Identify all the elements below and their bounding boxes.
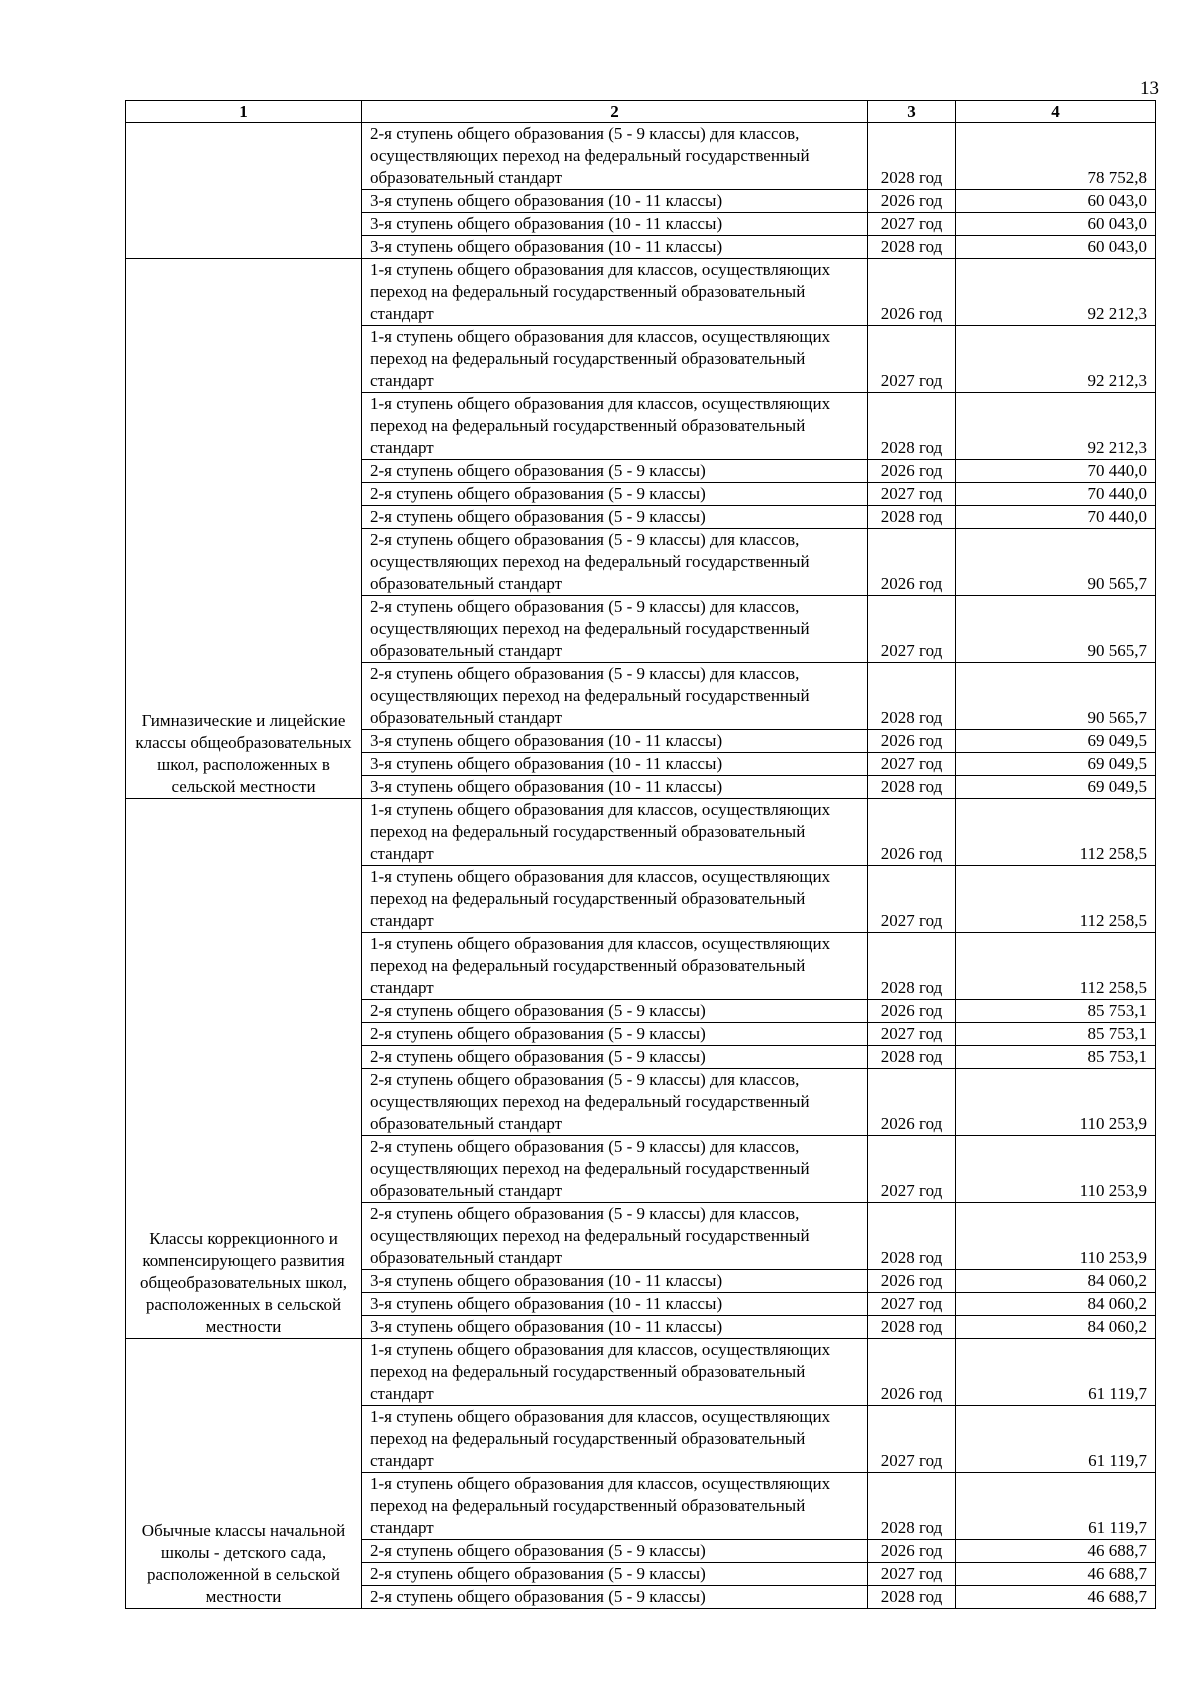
level-description-cell: 2-я ступень общего образования (5 - 9 классы) для классов, осуществляющих переход на федеральный государственный образовательный стандарт xyxy=(362,1203,868,1270)
amount-cell: 92 212,3 xyxy=(956,326,1156,393)
level-description-cell: 3-я ступень общего образования (10 - 11 классы) xyxy=(362,753,868,776)
level-description-cell: 1-я ступень общего образования для классов, осуществляющих переход на федеральный государственный образовательный стандарт xyxy=(362,326,868,393)
amount-cell: 92 212,3 xyxy=(956,259,1156,326)
year-cell: 2026 год xyxy=(868,1000,956,1023)
level-description-cell: 2-я ступень общего образования (5 - 9 классы) xyxy=(362,1586,868,1609)
amount-cell: 61 119,7 xyxy=(956,1406,1156,1473)
amount-cell: 110 253,9 xyxy=(956,1069,1156,1136)
year-cell: 2026 год xyxy=(868,460,956,483)
amount-cell: 60 043,0 xyxy=(956,190,1156,213)
year-cell: 2027 год xyxy=(868,596,956,663)
amount-cell: 84 060,2 xyxy=(956,1316,1156,1339)
table-row xyxy=(126,799,1156,866)
amount-cell: 112 258,5 xyxy=(956,866,1156,933)
table-body xyxy=(126,123,1156,1609)
table-row xyxy=(126,1339,1156,1406)
level-description-cell: 3-я ступень общего образования (10 - 11 классы) xyxy=(362,1293,868,1316)
year-cell: 2028 год xyxy=(868,933,956,1000)
level-description-cell: 1-я ступень общего образования для классов, осуществляющих переход на федеральный государственный образовательный стандарт xyxy=(362,259,868,326)
level-description-cell: 1-я ступень общего образования для классов, осуществляющих переход на федеральный государственный образовательный стандарт xyxy=(362,393,868,460)
year-cell: 2026 год xyxy=(868,799,956,866)
amount-cell: 60 043,0 xyxy=(956,213,1156,236)
amount-cell: 85 753,1 xyxy=(956,1000,1156,1023)
level-description-cell: 2-я ступень общего образования (5 - 9 классы) xyxy=(362,1000,868,1023)
amount-cell: 69 049,5 xyxy=(956,776,1156,799)
year-cell: 2028 год xyxy=(868,123,956,190)
year-cell: 2026 год xyxy=(868,1069,956,1136)
amount-cell: 84 060,2 xyxy=(956,1270,1156,1293)
level-description-cell: 1-я ступень общего образования для классов, осуществляющих переход на федеральный государственный образовательный стандарт xyxy=(362,866,868,933)
year-cell: 2028 год xyxy=(868,663,956,730)
level-description-cell: 1-я ступень общего образования для классов, осуществляющих переход на федеральный государственный образовательный стандарт xyxy=(362,1473,868,1540)
amount-cell: 69 049,5 xyxy=(956,753,1156,776)
amount-cell: 61 119,7 xyxy=(956,1473,1156,1540)
level-description-cell: 2-я ступень общего образования (5 - 9 классы) для классов, осуществляющих переход на федеральный государственный образовательный стандарт xyxy=(362,596,868,663)
amount-cell: 70 440,0 xyxy=(956,483,1156,506)
group-label-cell: Классы коррекционного и компенсирующего развития общеобразовательных школ, расположенных в сельской местности xyxy=(126,799,362,1339)
year-cell: 2027 год xyxy=(868,326,956,393)
year-cell: 2027 год xyxy=(868,1563,956,1586)
level-description-cell: 1-я ступень общего образования для классов, осуществляющих переход на федеральный государственный образовательный стандарт xyxy=(362,1406,868,1473)
group-label-cell xyxy=(126,123,362,259)
year-cell: 2027 год xyxy=(868,1406,956,1473)
year-cell: 2028 год xyxy=(868,506,956,529)
year-cell: 2027 год xyxy=(868,1136,956,1203)
level-description-cell: 2-я ступень общего образования (5 - 9 классы) xyxy=(362,460,868,483)
year-cell: 2026 год xyxy=(868,529,956,596)
table-header xyxy=(126,101,1156,123)
year-cell: 2026 год xyxy=(868,259,956,326)
year-cell: 2028 год xyxy=(868,1046,956,1069)
amount-cell: 46 688,7 xyxy=(956,1563,1156,1586)
level-description-cell: 2-я ступень общего образования (5 - 9 классы) для классов, осуществляющих переход на федеральный государственный образовательный стандарт xyxy=(362,1136,868,1203)
level-description-cell: 1-я ступень общего образования для классов, осуществляющих переход на федеральный государственный образовательный стандарт xyxy=(362,933,868,1000)
level-description-cell: 2-я ступень общего образования (5 - 9 классы) для классов, осуществляющих переход на федеральный государственный образовательный стандарт xyxy=(362,123,868,190)
page-number: 13 xyxy=(1140,78,1159,99)
year-cell: 2027 год xyxy=(868,866,956,933)
level-description-cell: 2-я ступень общего образования (5 - 9 классы) xyxy=(362,1046,868,1069)
amount-cell: 46 688,7 xyxy=(956,1586,1156,1609)
table-row xyxy=(126,123,1156,190)
amount-cell: 85 753,1 xyxy=(956,1023,1156,1046)
level-description-cell: 2-я ступень общего образования (5 - 9 классы) xyxy=(362,1563,868,1586)
level-description-cell: 2-я ступень общего образования (5 - 9 классы) xyxy=(362,506,868,529)
year-cell: 2027 год xyxy=(868,753,956,776)
amount-cell: 78 752,8 xyxy=(956,123,1156,190)
level-description-cell: 2-я ступень общего образования (5 - 9 классы) для классов, осуществляющих переход на федеральный государственный образовательный стандарт xyxy=(362,529,868,596)
amount-cell: 84 060,2 xyxy=(956,1293,1156,1316)
year-cell: 2027 год xyxy=(868,483,956,506)
level-description-cell: 3-я ступень общего образования (10 - 11 классы) xyxy=(362,213,868,236)
amount-cell: 92 212,3 xyxy=(956,393,1156,460)
level-description-cell: 3-я ступень общего образования (10 - 11 классы) xyxy=(362,776,868,799)
year-cell: 2027 год xyxy=(868,1023,956,1046)
year-cell: 2027 год xyxy=(868,213,956,236)
year-cell: 2026 год xyxy=(868,1540,956,1563)
level-description-cell: 3-я ступень общего образования (10 - 11 классы) xyxy=(362,1270,868,1293)
column-header-2: 2 xyxy=(362,101,868,123)
level-description-cell: 3-я ступень общего образования (10 - 11 классы) xyxy=(362,236,868,259)
amount-cell: 90 565,7 xyxy=(956,529,1156,596)
amount-cell: 112 258,5 xyxy=(956,933,1156,1000)
amount-cell: 90 565,7 xyxy=(956,596,1156,663)
year-cell: 2028 год xyxy=(868,393,956,460)
amount-cell: 70 440,0 xyxy=(956,460,1156,483)
table-row xyxy=(126,259,1156,326)
year-cell: 2026 год xyxy=(868,730,956,753)
year-cell: 2028 год xyxy=(868,236,956,259)
year-cell: 2028 год xyxy=(868,1203,956,1270)
level-description-cell: 2-я ступень общего образования (5 - 9 классы) для классов, осуществляющих переход на федеральный государственный образовательный стандарт xyxy=(362,663,868,730)
year-cell: 2028 год xyxy=(868,1316,956,1339)
level-description-cell: 1-я ступень общего образования для классов, осуществляющих переход на федеральный государственный образовательный стандарт xyxy=(362,799,868,866)
amount-cell: 90 565,7 xyxy=(956,663,1156,730)
year-cell: 2026 год xyxy=(868,190,956,213)
amount-cell: 110 253,9 xyxy=(956,1203,1156,1270)
level-description-cell: 3-я ступень общего образования (10 - 11 классы) xyxy=(362,1316,868,1339)
amount-cell: 110 253,9 xyxy=(956,1136,1156,1203)
level-description-cell: 2-я ступень общего образования (5 - 9 классы) xyxy=(362,1540,868,1563)
amount-cell: 112 258,5 xyxy=(956,799,1156,866)
amount-cell: 61 119,7 xyxy=(956,1339,1156,1406)
year-cell: 2028 год xyxy=(868,776,956,799)
column-header-1: 1 xyxy=(126,101,362,123)
level-description-cell: 2-я ступень общего образования (5 - 9 классы) для классов, осуществляющих переход на федеральный государственный образовательный стандарт xyxy=(362,1069,868,1136)
level-description-cell: 2-я ступень общего образования (5 - 9 классы) xyxy=(362,483,868,506)
level-description-cell: 2-я ступень общего образования (5 - 9 классы) xyxy=(362,1023,868,1046)
amount-cell: 70 440,0 xyxy=(956,506,1156,529)
year-cell: 2027 год xyxy=(868,1293,956,1316)
year-cell: 2028 год xyxy=(868,1586,956,1609)
level-description-cell: 3-я ступень общего образования (10 - 11 классы) xyxy=(362,190,868,213)
level-description-cell: 3-я ступень общего образования (10 - 11 классы) xyxy=(362,730,868,753)
amount-cell: 85 753,1 xyxy=(956,1046,1156,1069)
amount-cell: 60 043,0 xyxy=(956,236,1156,259)
amount-cell: 69 049,5 xyxy=(956,730,1156,753)
amount-cell: 46 688,7 xyxy=(956,1540,1156,1563)
year-cell: 2026 год xyxy=(868,1270,956,1293)
group-label-cell: Гимназические и лицейские классы общеобразовательных школ, расположенных в сельской местности xyxy=(126,259,362,799)
group-label-cell: Обычные классы начальной школы - детского сада, расположенной в сельской местности xyxy=(126,1339,362,1609)
standards-table xyxy=(125,100,1156,1609)
level-description-cell: 1-я ступень общего образования для классов, осуществляющих переход на федеральный государственный образовательный стандарт xyxy=(362,1339,868,1406)
column-header-3: 3 xyxy=(868,101,956,123)
year-cell: 2028 год xyxy=(868,1473,956,1540)
column-header-4: 4 xyxy=(956,101,1156,123)
year-cell: 2026 год xyxy=(868,1339,956,1406)
